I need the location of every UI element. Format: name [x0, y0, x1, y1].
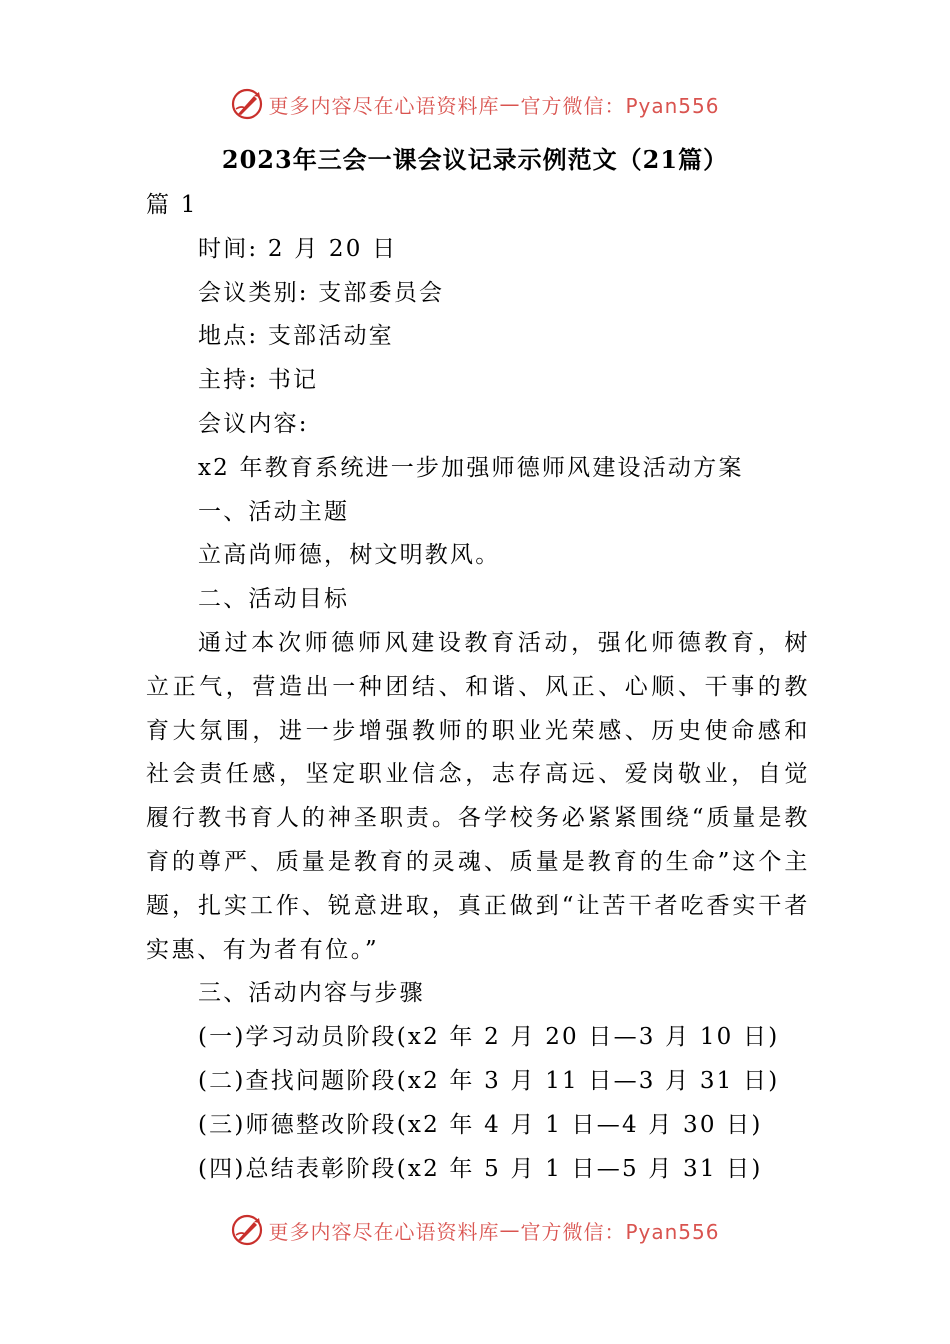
stage-item: (二)查找问题阶段(x2 年 3 月 11 日—3 月 31 日)	[198, 1067, 780, 1094]
meta-category: 会议类别: 支部委员会	[198, 279, 445, 306]
stage-item: (三)师德整改阶段(x2 年 4 月 1 日—4 月 30 日)	[198, 1111, 763, 1138]
section1-heading: 一、活动主题	[198, 498, 350, 525]
document-title: 2023年三会一课会议记录示例范文（21篇）	[221, 145, 729, 174]
meta-location: 地点: 支部活动室	[198, 323, 394, 350]
watermark-wechat: 官方微信：Pyan556	[520, 1219, 720, 1244]
quill-logo-icon	[230, 1213, 264, 1247]
document-body	[146, 184, 810, 1191]
watermark-text: 更多内容尽在心语资料库	[268, 1219, 500, 1244]
chapter-label: 篇 1	[146, 192, 198, 218]
section1-text: 立高尚师德，树文明教风。	[198, 542, 501, 569]
plan-title: x2 年教育系统进一步加强师德师风建设活动方案	[198, 454, 744, 481]
header-watermark	[0, 84, 950, 124]
watermark-text: 更多内容尽在心语资料库	[268, 93, 500, 118]
section3-heading: 三、活动内容与步骤	[198, 980, 425, 1007]
meta-time: 时间: 2 月 20 日	[198, 235, 398, 262]
watermark-dash: —	[499, 1218, 521, 1242]
section2-paragraph: 通过本次师德师风建设教育活动，强化师德教育，树立正气，营造出一种团结、和谐、风正、心顺、干事的教育大氛围，进一步增强教师的职业光荣感、历史使命感和社会责任感，坚定职业信念，志存高远、爱岗敬业，自觉履行教书育人的神圣职责。各学校务必紧紧围绕“质量是教育的尊严、质量是教育的灵魂、质量是教育的生命”这个主题，扎实工作、锐意进取，真正做到“让苦干者吃香实干者实惠、有为者有位。”	[146, 629, 810, 963]
meta-content-label: 会议内容:	[198, 410, 309, 437]
stage-item: (四)总结表彰阶段(x2 年 5 月 1 日—5 月 31 日)	[198, 1155, 763, 1182]
meta-host: 主持: 书记	[198, 367, 319, 394]
footer-watermark	[0, 1210, 950, 1250]
watermark-dash: —	[499, 92, 521, 116]
watermark-wechat: 官方微信：Pyan556	[520, 93, 720, 118]
section2-heading: 二、活动目标	[198, 586, 350, 613]
stage-item: (一)学习动员阶段(x2 年 2 月 20 日—3 月 10 日)	[198, 1024, 780, 1051]
quill-logo-icon	[230, 87, 264, 121]
